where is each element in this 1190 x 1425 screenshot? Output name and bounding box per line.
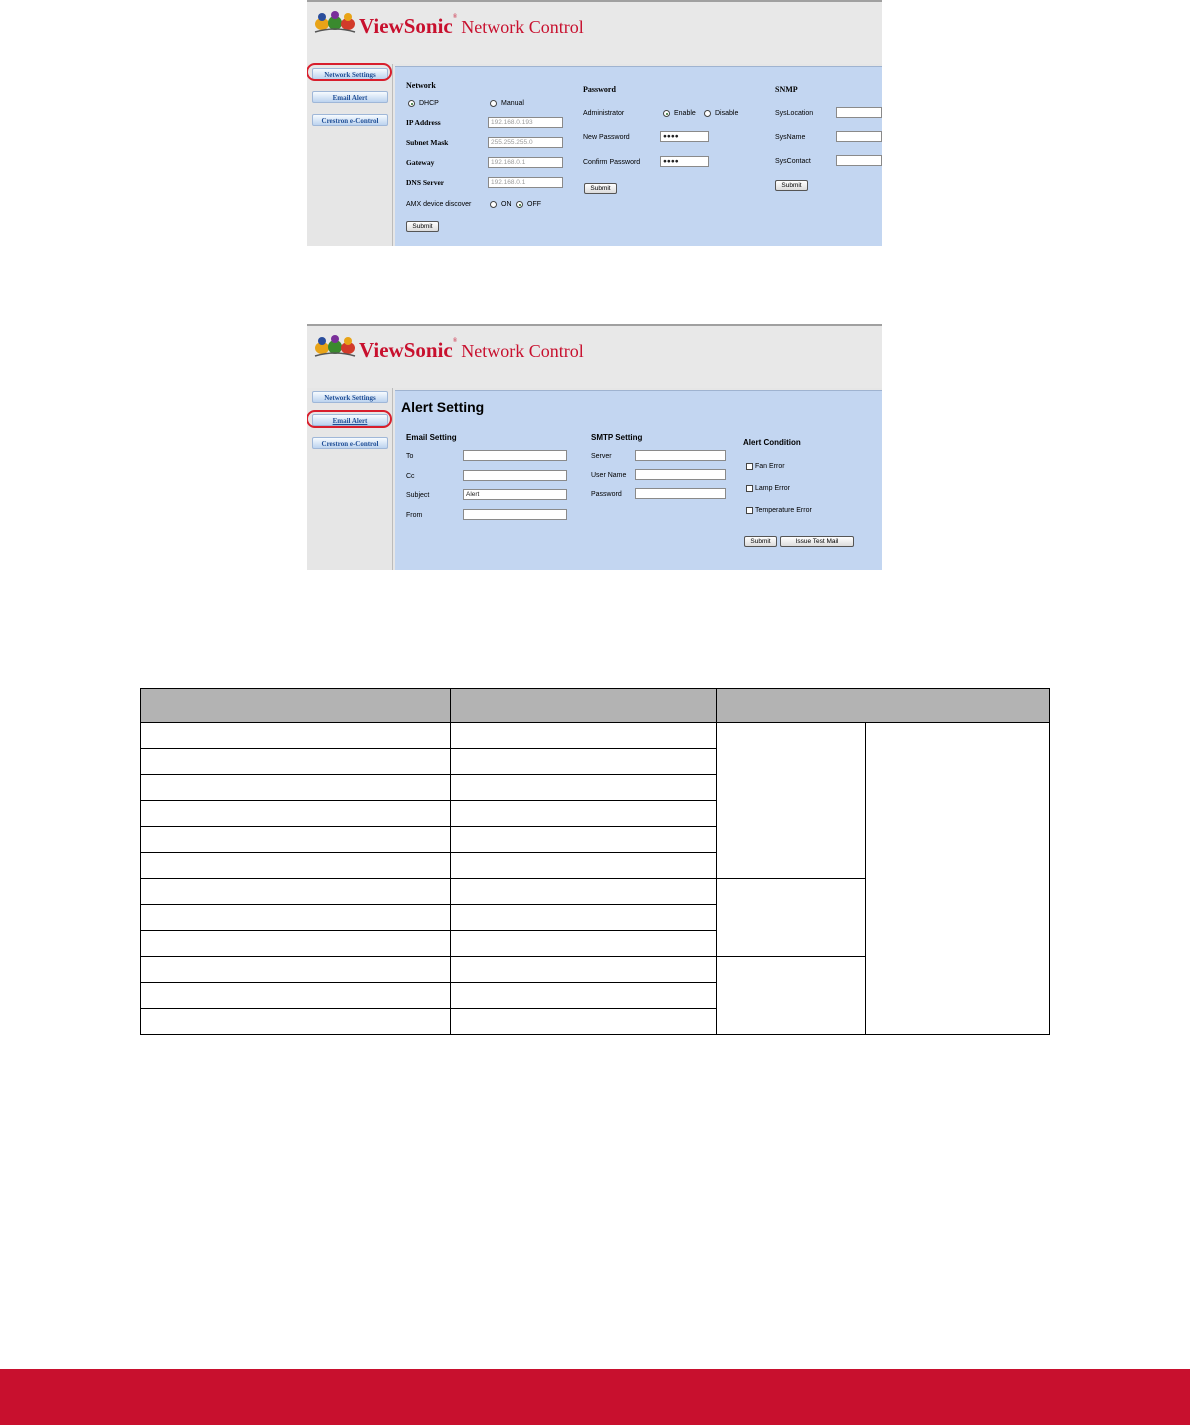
table-row <box>141 723 1050 749</box>
sidebar-item-crestron-e-control[interactable]: Crestron e-Control <box>312 114 388 126</box>
cc-label: Cc <box>406 473 415 480</box>
header-banner <box>307 2 882 64</box>
temperature-error-label: Temperature Error <box>755 507 812 514</box>
sysname-field[interactable] <box>836 131 882 142</box>
admin-disable-radio[interactable] <box>704 110 711 117</box>
dhcp-label: DHCP <box>419 100 439 107</box>
administrator-label: Administrator <box>583 110 625 117</box>
table-cell <box>451 1009 717 1035</box>
page-title: Alert Setting <box>401 399 485 415</box>
table-cell <box>141 853 451 879</box>
network-settings-screenshot <box>307 0 882 246</box>
temperature-error-checkbox[interactable] <box>746 507 753 514</box>
snmp-submit-button[interactable]: Submit <box>775 180 808 191</box>
subject-field[interactable]: Alert <box>463 489 567 500</box>
brand-title: ViewSonic® Network Control <box>359 14 584 38</box>
gateway-label: Gateway <box>406 158 435 167</box>
alert-condition-title: Alert Condition <box>743 438 801 447</box>
highlight-circle <box>307 63 392 81</box>
table-cell <box>451 905 717 931</box>
email-alert-screenshot <box>307 324 882 570</box>
footer-bar <box>0 1369 1190 1425</box>
to-field[interactable] <box>463 450 567 461</box>
table-cell <box>141 1009 451 1035</box>
viewsonic-birds-logo-icon <box>313 8 357 34</box>
admin-disable-label: Disable <box>715 110 739 117</box>
header-banner <box>307 326 882 388</box>
network-submit-button[interactable]: Submit <box>406 221 439 232</box>
confirm-password-field[interactable]: ●●●● <box>660 156 709 167</box>
table-cell <box>141 827 451 853</box>
alert-submit-button[interactable]: Submit <box>744 536 777 547</box>
table-cell <box>141 879 451 905</box>
confirm-password-label: Confirm Password <box>583 159 641 166</box>
snmp-section-title: SNMP <box>775 85 798 94</box>
dns-server-field[interactable]: 192.168.0.1 <box>488 177 563 188</box>
manual-label: Manual <box>501 100 524 107</box>
table-cell <box>141 749 451 775</box>
sidebar <box>307 388 393 570</box>
amx-off-label: OFF <box>527 201 541 208</box>
user-name-label: User Name <box>591 472 627 479</box>
table-cell <box>141 931 451 957</box>
table-header-cell <box>141 689 451 723</box>
table-cell <box>141 983 451 1009</box>
smtp-password-label: Password <box>591 491 622 498</box>
table-cell <box>141 957 451 983</box>
highlight-circle <box>307 410 392 428</box>
fan-error-label: Fan Error <box>755 463 785 470</box>
table-cell <box>451 775 717 801</box>
sidebar-item-crestron-e-control[interactable]: Crestron e-Control <box>312 437 388 449</box>
lamp-error-label: Lamp Error <box>755 485 791 492</box>
table-group-cell <box>717 879 866 957</box>
sidebar-item-network-settings[interactable]: Network Settings <box>312 391 388 403</box>
ip-address-field[interactable]: 192.168.0.193 <box>488 117 563 128</box>
subnet-mask-label: Subnet Mask <box>406 138 449 147</box>
amx-off-radio[interactable] <box>516 201 523 208</box>
table-cell <box>141 775 451 801</box>
sidebar-item-email-alert[interactable]: Email Alert <box>312 91 388 103</box>
amx-device-discover-label: AMX device discover <box>406 201 472 208</box>
syscontact-label: SysContact <box>775 158 811 165</box>
from-label: From <box>406 512 423 519</box>
admin-enable-label: Enable <box>674 110 696 117</box>
dhcp-radio[interactable] <box>408 100 415 107</box>
table-cell <box>451 983 717 1009</box>
sidebar-item-network-settings[interactable]: Network Settings <box>312 68 388 80</box>
table-header-cell <box>717 689 1050 723</box>
table-cell <box>451 827 717 853</box>
password-section-title: Password <box>583 85 616 94</box>
table-cell <box>451 749 717 775</box>
syslocation-field[interactable] <box>836 107 882 118</box>
ip-address-label: IP Address <box>406 118 441 127</box>
smtp-setting-title: SMTP Setting <box>591 433 643 442</box>
amx-on-radio[interactable] <box>490 201 497 208</box>
table-header-cell <box>451 689 717 723</box>
smtp-password-field[interactable] <box>635 488 726 499</box>
issue-test-mail-button[interactable]: Issue Test Mail <box>780 536 854 547</box>
table-header-row <box>141 689 1050 723</box>
syscontact-field[interactable] <box>836 155 882 166</box>
password-submit-button[interactable]: Submit <box>584 183 617 194</box>
manual-radio[interactable] <box>490 100 497 107</box>
sidebar <box>307 64 393 246</box>
to-label: To <box>406 453 414 460</box>
table-group-cell <box>717 957 866 1035</box>
settings-table <box>140 688 1050 1035</box>
viewsonic-birds-logo-icon <box>313 332 357 358</box>
table-cell <box>451 801 717 827</box>
table-cell <box>451 853 717 879</box>
table-cell <box>451 957 717 983</box>
table-cell <box>451 931 717 957</box>
server-field[interactable] <box>635 450 726 461</box>
subnet-mask-field[interactable]: 255.255.255.0 <box>488 137 563 148</box>
subject-label: Subject <box>406 492 430 499</box>
table-cell <box>141 905 451 931</box>
network-section-title: Network <box>406 81 436 90</box>
new-password-label: New Password <box>583 134 630 141</box>
lamp-error-checkbox[interactable] <box>746 485 753 492</box>
from-field[interactable] <box>463 509 567 520</box>
email-setting-title: Email Setting <box>406 433 457 442</box>
table-group-cell <box>717 723 866 879</box>
network-settings-panel <box>395 66 882 246</box>
user-name-field[interactable] <box>635 469 726 480</box>
fan-error-checkbox[interactable] <box>746 463 753 470</box>
table-cell <box>141 723 451 749</box>
dns-server-label: DNS Server <box>406 178 445 187</box>
cc-field[interactable] <box>463 470 567 481</box>
server-label: Server <box>591 453 612 460</box>
table-group-cell <box>866 723 1050 1035</box>
amx-on-label: ON <box>501 201 512 208</box>
sidebar-item-email-alert[interactable]: Email Alert <box>312 414 388 426</box>
table-cell <box>141 801 451 827</box>
brand-title: ViewSonic® Network Control <box>359 338 584 362</box>
alert-setting-panel <box>395 390 882 570</box>
sysname-label: SysName <box>775 134 806 141</box>
admin-enable-radio[interactable] <box>663 110 670 117</box>
syslocation-label: SysLocation <box>775 110 814 117</box>
table-cell <box>451 879 717 905</box>
gateway-field[interactable]: 192.168.0.1 <box>488 157 563 168</box>
new-password-field[interactable]: ●●●● <box>660 131 709 142</box>
table-cell <box>451 723 717 749</box>
